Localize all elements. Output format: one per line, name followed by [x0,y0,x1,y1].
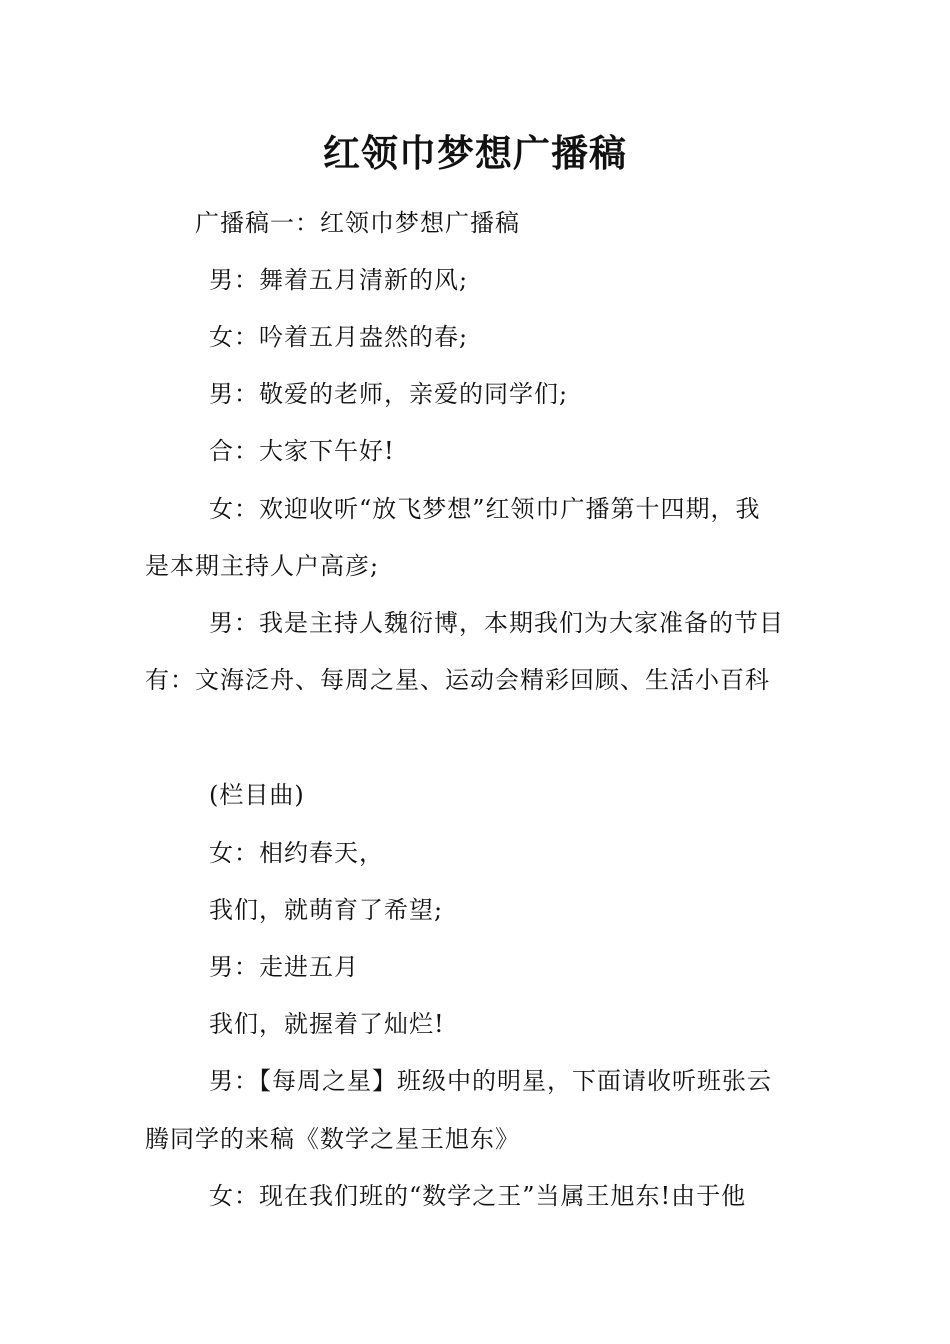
paragraph-line: 女：现在我们班的“数学之王”当属王旭东!由于他 [209,1182,747,1210]
paragraph-line: 女：吟着五月盎然的春; [209,323,469,351]
paragraph-line: 有：文海泛舟、每周之星、运动会精彩回顾、生活小百科 [145,666,770,694]
document-title: 红领巾梦想广播稿 [323,131,627,175]
paragraph-line: 我们，就萌育了希望; [209,896,444,924]
paragraph-line: 男：敬爱的老师，亲爱的同学们; [209,380,569,408]
paragraph-line: 女：相约春天， [209,839,384,867]
paragraph-line: 腾同学的来稿《数学之星王旭东》 [145,1125,520,1153]
paragraph-line: 合：大家下午好! [209,437,395,465]
paragraph-line: 男：【每周之星】班级中的明星，下面请收听班张云 [209,1067,772,1095]
paragraph-line: 男：我是主持人魏衍博，本期我们为大家准备的节目 [209,609,784,637]
paragraph-line: 男：走进五月 [209,953,359,981]
paragraph-line: 是本期主持人户高彦; [145,552,380,580]
paragraph-line: 我们，就握着了灿烂! [209,1010,445,1038]
paragraph-line: (栏目曲) [209,781,305,809]
paragraph-line: 男：舞着五月清新的风; [209,266,469,294]
paragraph-line: 广播稿一：红领巾梦想广播稿 [195,209,520,237]
paragraph-line: 女：欢迎收听“放飞梦想”红领巾广播第十四期，我 [209,495,761,523]
